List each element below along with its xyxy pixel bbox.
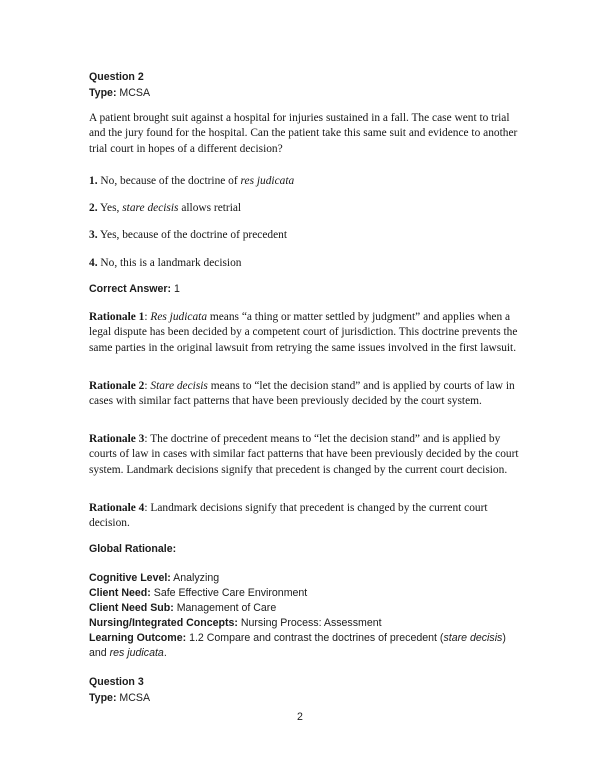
rationale-4 [89,501,521,532]
rationale-label: Rationale 1 [89,311,145,323]
rationale-1 [89,310,521,356]
learning-outcome-end: . [163,647,167,659]
rationale-label: Rationale 3 [89,433,145,445]
correct-answer-label: Correct Answer: [89,283,172,295]
meta-cognitive-level [89,571,521,586]
meta-label: Learning Outcome: [89,632,187,644]
type-value: MCSA [116,692,151,704]
meta-label: Client Need: [89,587,151,599]
question2-title: Question 2 [89,71,144,83]
option-text-italic: res judicata [240,175,295,187]
page-number: 2 [297,711,303,723]
meta-value: Analyzing [170,572,220,584]
meta-label: Cognitive Level: [89,572,171,584]
option-text-italic: stare decisis [122,202,179,214]
type-label: Type: [89,692,117,704]
meta-value: Management of Care [173,602,277,614]
rationale-sep: : [144,311,151,323]
type-value: MCSA [116,87,151,99]
rationale-text: The doctrine of precedent means to “let the decision stand” and is applied by courts of law in cases with similar fact patterns that have been previously decided by the court system. Landmark decisions signify that precedent is changed by the current court decision. [89,433,522,476]
option-number: 2. [89,202,98,214]
learning-outcome-mid: ) and [89,632,509,659]
global-rationale-label: Global Rationale: [89,543,177,555]
learning-outcome-text: 1.2 Compare and contrast the doctrines of precedent ( [186,632,444,644]
question3-type [89,691,521,706]
option-text: Yes, because of the doctrine of precedent [97,229,288,241]
option-number: 3. [89,229,98,241]
option-2 [89,201,521,216]
meta-nursing-concepts [89,616,521,631]
option-number: 4. [89,257,98,269]
rationale-text: means “a thing or matter settled by judgment” and applies when a legal dispute has been decided by a competent court of jurisdiction. This doctrine prevents the same parties in the original lawsuit from retrying the same issues involved in the first lawsuit. [89,311,521,354]
meta-label: Nursing/Integrated Concepts: [89,617,238,629]
rationale-text: means to “let the decision stand” and is applied by courts of law in cases with similar fact patterns that have been previously decided by the court system. [89,380,518,408]
meta-label: Client Need Sub: [89,602,174,614]
meta-value: Nursing Process: Assessment [237,617,382,629]
meta-client-need-sub [89,601,521,616]
rationale-label: Rationale 4 [89,502,145,514]
question-stem: A patient brought suit against a hospital for injuries sustained in a fall. The case went to trial and the jury found for the hospital. Can the patient take this same suit and evidence to another trial court in hopes of a different decision? [89,112,521,155]
option-1 [89,174,521,189]
learning-outcome-italic-1: stare decisis [443,632,503,644]
rationale-text: Landmark decisions signify that precedent is changed by the current court decision. [89,502,491,530]
option-text: No, because of the doctrine of [97,175,241,187]
question3-title: Question 3 [89,676,144,688]
question2-type [89,86,521,101]
option-text: No, this is a landmark decision [97,257,242,269]
option-3 [89,228,521,243]
correct-answer [89,282,521,297]
rationale-label: Rationale 2 [89,380,145,392]
learning-outcome-italic-2: res judicata [109,647,164,659]
option-text: Yes, [97,202,123,214]
rationale-italic: Stare decisis [150,380,208,392]
option-number: 1. [89,175,98,187]
option-text-post: allows retrial [178,202,242,214]
rationale-sep: : [144,433,151,445]
meta-client-need [89,586,521,601]
rationale-sep: : [144,380,151,392]
rationale-sep: : [144,502,151,514]
option-4 [89,256,521,271]
rationale-italic: Res judicata [150,311,208,323]
meta-value: Safe Effective Care Environment [150,587,308,599]
correct-answer-value: 1 [171,283,180,295]
rationale-2 [89,379,521,410]
rationale-3 [89,432,521,478]
meta-learning-outcome [89,631,521,661]
type-label: Type: [89,87,117,99]
